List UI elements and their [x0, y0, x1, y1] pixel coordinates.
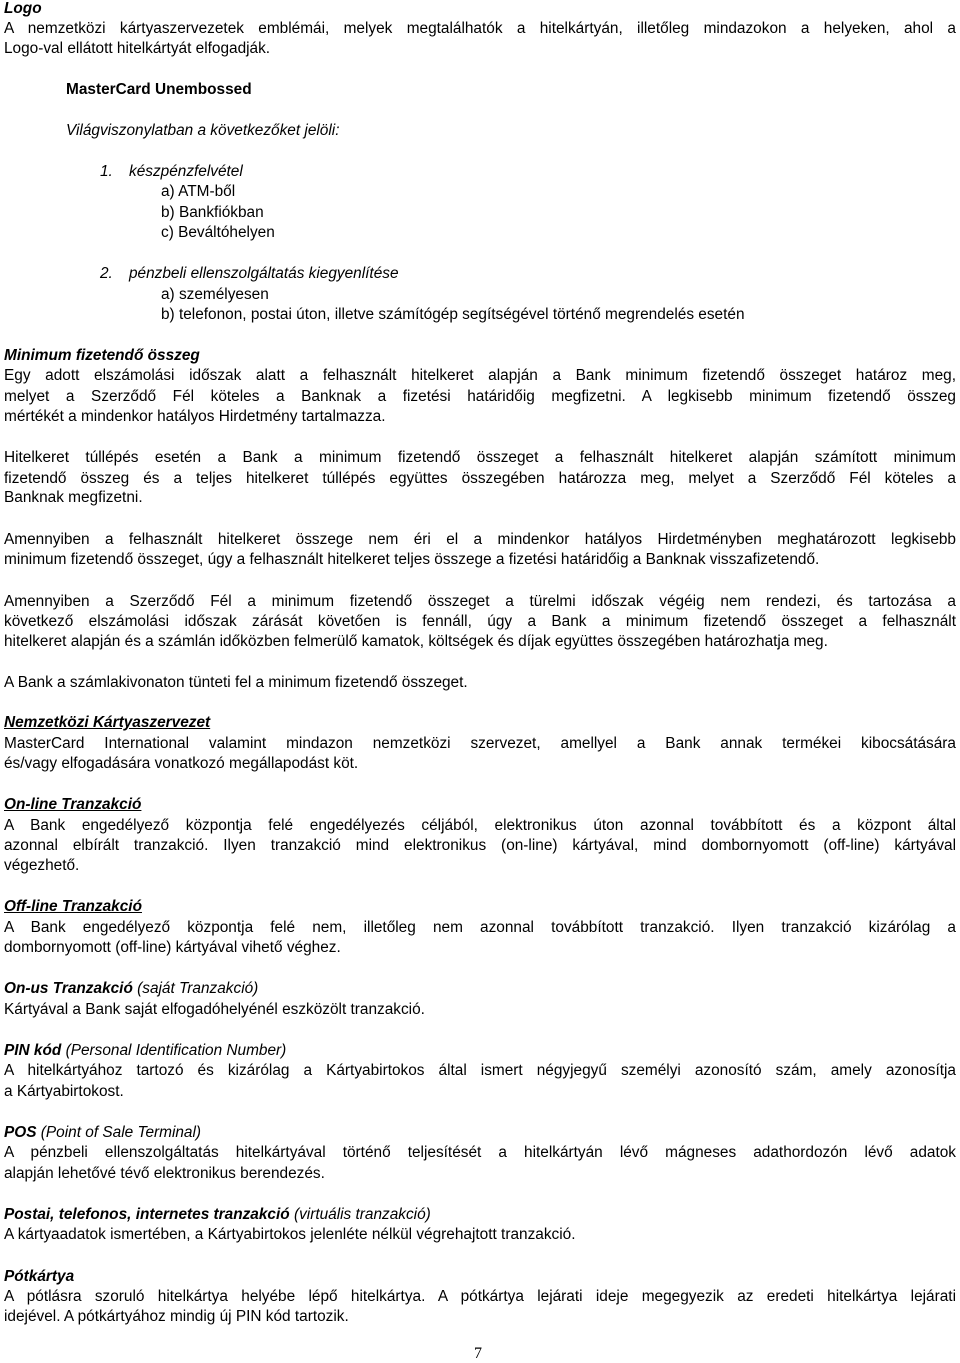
pos-subtitle: (Point of Sale Terminal)	[36, 1124, 202, 1141]
minimum-p1-line-1: Egy adott elszámolási időszak alatt a felhasznált hitelkeret alapján a Bank minimum fizetendő összeget határoz meg,	[4, 367, 956, 384]
pin-line-1: A hitelkártyához tartozó és kizárólag a Kártyabirtokos által ismert négyjegyű személyi azonosító szám, amely azonosítja	[4, 1062, 956, 1079]
potkartya-line-1: A pótlásra szoruló hitelkártya helyébe lépő hitelkártya. A pótkártya lejárati ideje megegyezik az eredeti hitelkártya lejárati	[4, 1288, 956, 1305]
online-line-1: A Bank engedélyező központja felé engedélyezés céljából, elektronikus úton azonnal továbbított és a központ által	[4, 817, 956, 834]
logo-intro: Világviszonylatban a következőket jelöli:	[66, 122, 340, 139]
list-item-1-number: 1.	[100, 163, 113, 180]
pin-title: PIN kód	[4, 1042, 62, 1059]
onus-heading	[4, 980, 258, 998]
logo-text-line-2: Logo-val ellátott hitelkártyát elfogadják.	[4, 40, 271, 57]
minimum-p1-line-2: melyet a Szerződő Fél köteles a Banknak a fizetési határidőig megfizetni. A legkisebb minimum fizetendő összeg	[4, 388, 956, 405]
list-item-2a: a) személyesen	[161, 286, 269, 303]
list-item-2b: b) telefonon, postai úton, illetve számítógép segítségével történő megrendelés esetén	[161, 306, 745, 323]
online-heading: On-line Tranzakció	[4, 796, 142, 813]
offline-line-2: dombornyomott (off-line) kártyával vihető véghez.	[4, 939, 341, 956]
offline-line-1: A Bank engedélyező központja felé nem, illetőleg nem azonnal továbbított tranzakció. Ilyen tranzakció kizárólag a	[4, 919, 956, 936]
minimum-p2-line-1: Hitelkeret túllépés esetén a Bank a minimum fizetendő összeget a felhasznált hitelkeret alapján számított minimum	[4, 449, 956, 466]
pin-subtitle: (Personal Identification Number)	[61, 1042, 287, 1059]
minimum-p5: A Bank a számlakivonaton tünteti fel a minimum fizetendő összeget.	[4, 674, 468, 691]
minimum-heading: Minimum fizetendő összeg	[4, 347, 200, 364]
minimum-p2-line-2: fizetendő összeg és a teljes hitelkeret túllépés együttes összegében határozza meg, melyet a Szerződő Fél köteles a	[4, 470, 956, 487]
list-item-2-number: 2.	[100, 265, 113, 282]
online-line-3: végezhető.	[4, 857, 80, 874]
pos-heading	[4, 1124, 201, 1142]
pos-line-1: A pénzbeli ellenszolgáltatás hitelkártyával történő teljesítését a hitelkártyán lévő mágneses adathordozón lévő adatok	[4, 1144, 956, 1161]
nemzetkozi-heading: Nemzetközi Kártyaszervezet	[4, 714, 211, 731]
onus-subtitle: (saját Tranzakció)	[132, 980, 259, 997]
pin-heading	[4, 1042, 286, 1060]
postai-subtitle: (virtuális tranzakció)	[289, 1206, 431, 1223]
list-item-1c: c) Beváltóhelyen	[161, 224, 275, 241]
postai-line: A kártyaadatok ismertében, a Kártyabirtokos jelenléte nélkül végrehajtott tranzakció.	[4, 1226, 576, 1243]
list-item-1b: b) Bankfiókban	[161, 204, 264, 221]
nemzetkozi-line-1: MasterCard International valamint mindazon nemzetközi szervezet, amellyel a Bank annak termékei kibocsátására	[4, 735, 956, 752]
page-number: 7	[474, 1345, 482, 1362]
onus-line: Kártyával a Bank saját elfogadóhelyénél eszközölt tranzakció.	[4, 1001, 425, 1018]
minimum-p4-line-1: Amennyiben a Szerződő Fél a minimum fizetendő összeget a türelmi időszak végéig nem rendezi, és tartozása a	[4, 593, 956, 610]
postai-title: Postai, telefonos, internetes tranzakció	[4, 1206, 290, 1223]
potkartya-line-2: idejével. A pótkártyához mindig új PIN kód tartozik.	[4, 1308, 349, 1325]
list-item-1a: a) ATM-ből	[161, 183, 236, 200]
minimum-p4-line-3: hitelkeret alapján és a számlán időközben felmerülő kamatok, költségek és díjak együttes összegében határozhatja meg.	[4, 633, 828, 650]
nemzetkozi-line-2: és/vagy elfogadására vonatkozó megállapodást köt.	[4, 755, 359, 772]
pin-line-2: a Kártyabirtokost.	[4, 1083, 124, 1100]
logo-text-line-1: A nemzetközi kártyaszervezetek emblémái, melyek megtalálhatók a hitelkártyán, illetőleg mindazokon a helyeken, ahol a	[4, 20, 956, 37]
onus-title: On-us Tranzakció	[4, 980, 133, 997]
minimum-p4-line-2: következő elszámolási időszak zárását követően is fennáll, úgy a Bank a minimum fizetendő összeget a felhasznált	[4, 613, 956, 630]
pos-title: POS	[4, 1124, 37, 1141]
minimum-p3-line-1: Amennyiben a felhasznált hitelkeret összege nem éri el a mindenkor hatályos Hirdetményben meghatározott legkisebb	[4, 531, 956, 548]
minimum-p3-line-2: minimum fizetendő összeget, úgy a felhasznált hitelkeret teljes összege a fizetési határidőig a Banknak visszafizetendő.	[4, 551, 820, 568]
mastercard-unembossed-heading: MasterCard Unembossed	[66, 81, 252, 98]
list-item-2-label: pénzbeli ellenszolgáltatás kiegyenlítése	[129, 265, 399, 282]
potkartya-heading: Pótkártya	[4, 1268, 75, 1285]
pos-line-2: alapján lehetővé tévő elektronikus berendezés.	[4, 1165, 325, 1182]
postai-heading	[4, 1206, 431, 1224]
online-line-2: azonnal elbírált tranzakció. Ilyen tranzakció mind elektronikus (on-line) kártyával, mind dombornyomott (off-line) kártyával	[4, 837, 956, 854]
offline-heading: Off-line Tranzakció	[4, 898, 142, 915]
minimum-p2-line-3: Banknak megfizetni.	[4, 489, 143, 506]
list-item-1-label: készpénzfelvétel	[129, 163, 243, 180]
logo-heading: Logo	[4, 0, 42, 17]
minimum-p1-line-3: mértékét a mindenkor hatályos Hirdetmény tartalmazza.	[4, 408, 386, 425]
